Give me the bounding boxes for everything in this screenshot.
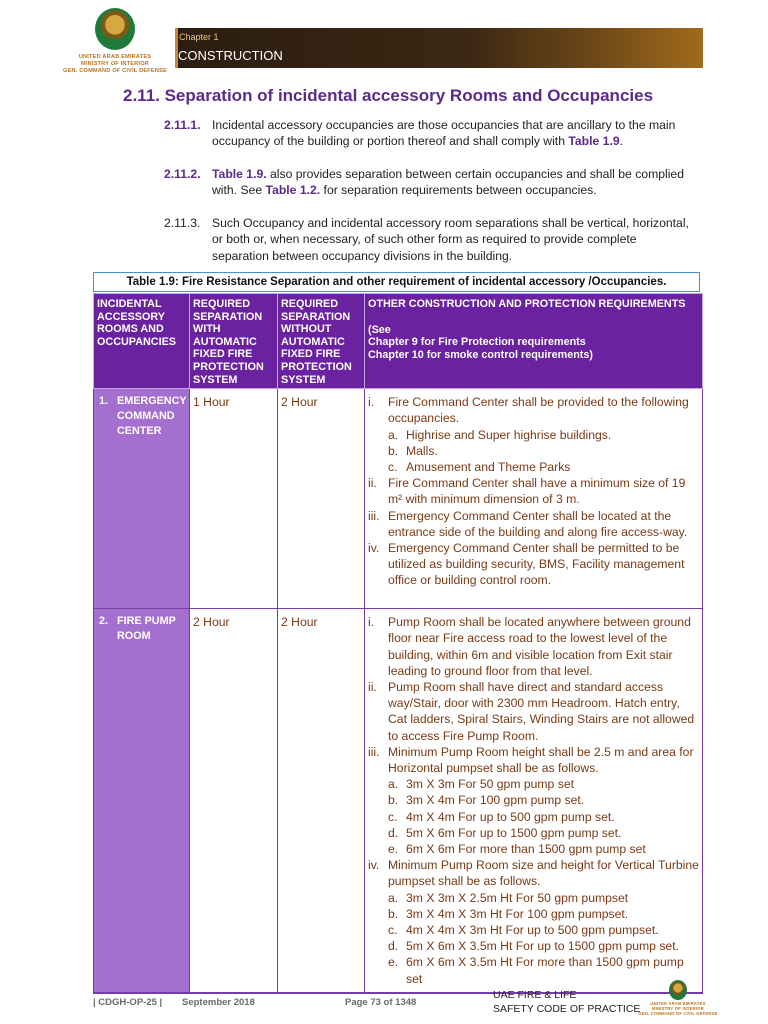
- sub-requirement-item: [388, 906, 699, 922]
- header-note: (See: [368, 323, 391, 336]
- requirement-item: [368, 475, 699, 507]
- sub-requirement-text: 6m X 6m For more than 1500 gpm pump set: [406, 842, 646, 856]
- requirement-text: Emergency Command Center shall be permitted to be utilized as building security, BMS, Facility management office or building control room.: [388, 540, 685, 588]
- sub-requirement-letter: c.: [388, 809, 398, 824]
- clause-text-part: for separation requirements between occupancies.: [320, 183, 597, 198]
- footer-doc-title: [493, 988, 640, 1016]
- table-header-row: [94, 294, 703, 389]
- logo-line: GEN. COMMAND OF CIVIL DEFENSE: [63, 68, 167, 74]
- column-header-title: OTHER CONSTRUCTION AND PROTECTION REQUIREMENTS: [368, 298, 686, 310]
- sub-requirement-letter: a.: [388, 890, 399, 905]
- clause-number: 2.11.1.: [164, 118, 201, 132]
- sub-requirement-letter: a.: [388, 777, 399, 792]
- sub-requirement-item: [388, 427, 699, 443]
- clause-2-11-1: [164, 117, 694, 151]
- logo-line: MINISTRY OF INTERIOR: [652, 1006, 704, 1011]
- ministry-logo: [50, 8, 180, 75]
- header-note: Chapter 9 for Fire Protection requirements: [368, 336, 586, 349]
- requirement-item: [368, 394, 699, 475]
- sub-requirements-list: [388, 427, 699, 476]
- footer-page-number: Page 73 of 1348: [345, 997, 417, 1008]
- sub-requirement-letter: e.: [388, 842, 399, 856]
- table-reference-link[interactable]: Table 1.2.: [265, 183, 321, 198]
- requirement-number: ii.: [368, 679, 377, 694]
- separation-with-system: 2 Hour: [190, 609, 278, 994]
- sub-requirement-item: [388, 922, 699, 938]
- sub-requirement-text: Amusement and Theme Parks: [406, 459, 571, 474]
- sub-requirement-item: [388, 890, 699, 906]
- requirement-number: i.: [368, 615, 375, 630]
- sub-requirement-text: 4m X 4m For up to 500 gpm pump set.: [406, 809, 615, 824]
- logo-line: GEN. COMMAND OF CIVIL DEFENSE: [638, 1011, 718, 1016]
- requirement-number: iii.: [368, 744, 380, 759]
- clause-text-part: .: [619, 134, 624, 149]
- sub-requirement-text: 4m X 4m X 3m Ht For up to 500 gpm pumpset.: [406, 923, 659, 938]
- sub-requirement-letter: d.: [388, 825, 399, 840]
- occupancy-name: EMERGENCY COMMAND CENTER: [117, 395, 187, 438]
- footer-doc-title-line: SAFETY CODE OF PRACTICE: [493, 1003, 641, 1015]
- chapter-title: CONSTRUCTION: [178, 48, 283, 63]
- sub-requirements-list: [388, 890, 699, 987]
- uae-emblem-icon: [669, 980, 687, 1000]
- requirement-text: Minimum Pump Room size and height for Vertical Turbine pumpset shall be as follows.: [388, 858, 699, 889]
- requirement-text: Pump Room shall have direct and standard access way/Stair, door with 2300 mm Headroom. Hatch entry, Cat ladders, Spiral Stairs, Winding Stairs are not allowed to access Fire Pump Room.: [388, 679, 695, 743]
- table-reference-link[interactable]: Table 1.9.: [212, 167, 267, 181]
- requirement-item: [368, 540, 699, 589]
- table-caption: Table 1.9: Fire Resistance Separation and other requirement of incidental accessory /Occupancies.: [93, 272, 700, 292]
- requirement-text: Fire Command Center shall be provided to the following occupancies.: [388, 395, 689, 426]
- sub-requirement-letter: b.: [388, 793, 399, 808]
- sub-requirement-letter: d.: [388, 939, 399, 954]
- clause-text: [212, 117, 694, 150]
- sub-requirement-letter: c.: [388, 923, 398, 938]
- sub-requirement-letter: c.: [388, 459, 398, 474]
- occupancy-number: 2.: [99, 615, 109, 628]
- sub-requirement-text: 3m X 3m For 50 gpm pump set: [406, 777, 574, 792]
- table-reference-link[interactable]: Table 1.9: [568, 134, 620, 149]
- requirement-number: i.: [368, 395, 375, 410]
- sub-requirement-text: 5m X 6m For up to 1500 gpm pump set.: [406, 825, 622, 840]
- sub-requirement-item: [388, 443, 699, 459]
- column-header: [365, 294, 703, 389]
- chapter-banner: [175, 28, 703, 68]
- sub-requirement-text: Highrise and Super highrise buildings.: [406, 427, 612, 442]
- sub-requirement-letter: b.: [388, 906, 399, 921]
- separation-with-system: 1 Hour: [190, 389, 278, 609]
- section-title: 2.11. Separation of incidental accessory Rooms and Occupancies: [123, 86, 654, 105]
- table-row: [94, 389, 703, 609]
- requirement-text: Minimum Pump Room height shall be 2.5 m and area for Horizontal pumpset shall be as follows.: [388, 744, 694, 775]
- requirements-list: [368, 614, 699, 987]
- sub-requirement-item: [388, 825, 699, 841]
- requirement-number: iv.: [368, 540, 380, 555]
- column-header: REQUIRED SEPARATION WITH AUTOMATIC FIXED FIRE PROTECTION SYSTEM: [190, 294, 278, 389]
- sub-requirement-letter: e.: [388, 955, 399, 970]
- clause-text-part: Incidental accessory occupancies are those occupancies that are ancillary to the main occupancy of the building or portion thereof and shall comply with: [212, 118, 676, 149]
- requirement-item: [368, 508, 699, 540]
- occupancy-cell: [94, 389, 190, 609]
- requirement-item: [368, 744, 699, 857]
- footer-logo: [632, 980, 724, 1016]
- requirements-list: [368, 394, 699, 588]
- clause-number: 2.11.3.: [164, 216, 201, 230]
- column-header: INCIDENTAL ACCESSORY ROOMS AND OCCUPANCIES: [94, 294, 190, 389]
- requirement-item: [368, 857, 699, 987]
- requirement-text: Pump Room shall be located anywhere between ground floor near Fire access road to the lowest level of the building, within 6m and visible location from Exit stair leading to ground floor from that level.: [388, 615, 691, 678]
- sub-requirement-text: 6m X 6m X 3.5m Ht For more than 1500 gpm pump set: [406, 955, 684, 986]
- clause-2-11-3: [164, 215, 694, 265]
- separation-without-system: 2 Hour: [278, 389, 365, 609]
- clause-number: 2.11.2.: [164, 167, 201, 181]
- logo-line: UNITED ARAB EMIRATES: [78, 54, 152, 60]
- requirement-number: iv.: [368, 858, 380, 873]
- sub-requirement-item: [388, 841, 699, 857]
- requirement-number: ii.: [368, 476, 377, 491]
- requirement-number: iii.: [368, 508, 380, 523]
- sub-requirement-item: [388, 792, 699, 808]
- footer-doc-code: | CDGH-OP-25 |: [93, 997, 163, 1008]
- logo-line: MINISTRY OF INTERIOR: [80, 61, 150, 67]
- sub-requirement-letter: a.: [388, 427, 399, 442]
- banner-accent: [175, 28, 178, 68]
- sub-requirement-text: 3m X 4m For 100 gpm pump set.: [406, 793, 585, 808]
- occupancy-name: FIRE PUMP ROOM: [117, 615, 176, 643]
- footer-date: September 2018: [182, 997, 255, 1008]
- clause-text: [212, 166, 694, 199]
- sub-requirement-text: 3m X 3m X 2.5m Ht For 50 gpm pumpset: [406, 890, 629, 905]
- sub-requirements-list: [388, 776, 699, 857]
- chapter-label: Chapter 1: [179, 32, 219, 42]
- separation-without-system: 2 Hour: [278, 609, 365, 994]
- uae-emblem-icon: [95, 8, 135, 50]
- requirement-item: [368, 614, 699, 679]
- requirements-cell: [365, 389, 703, 609]
- clause-text-part: also provides separation between certain occupancies and shall be complied with. See: [212, 167, 684, 198]
- sub-requirement-text: 3m X 4m X 3m Ht For 100 gpm pumpset.: [406, 906, 629, 921]
- column-header: REQUIRED SEPARATION WITHOUT AUTOMATIC FIXED FIRE PROTECTION SYSTEM: [278, 294, 365, 389]
- clause-2-11-2: [164, 166, 694, 200]
- logo-line: UNITED ARAB EMIRATES: [650, 1001, 706, 1006]
- requirement-item: [368, 679, 699, 744]
- requirements-cell: [365, 609, 703, 994]
- requirement-text: Emergency Command Center shall be located at the entrance side of the building and along fire access-way.: [388, 508, 688, 539]
- sub-requirement-item: [388, 938, 699, 954]
- sub-requirement-letter: b.: [388, 443, 399, 458]
- occupancy-cell: [94, 609, 190, 994]
- sub-requirement-item: [388, 459, 699, 475]
- separation-table: [93, 293, 703, 994]
- header-note: Chapter 10 for smoke control requirements): [368, 348, 593, 361]
- sub-requirement-item: [388, 776, 699, 792]
- sub-requirement-text: 5m X 6m X 3.5m Ht For up to 1500 gpm pump set.: [406, 939, 679, 954]
- sub-requirement-text: Malls.: [406, 443, 438, 458]
- requirement-text: Fire Command Center shall have a minimum size of 19 m² with minimum dimension of 3 m.: [388, 476, 686, 507]
- footer-doc-title-line: UAE FIRE & LIFE: [493, 989, 577, 1001]
- sub-requirement-item: [388, 809, 699, 825]
- clause-text: Such Occupancy and incidental accessory room separations shall be vertical, horizontal, or both or, when necessary, of such other form as required to provide complete separation between occupancy divisions in the building.: [212, 216, 689, 263]
- table-row: [94, 609, 703, 994]
- occupancy-number: 1.: [99, 395, 109, 408]
